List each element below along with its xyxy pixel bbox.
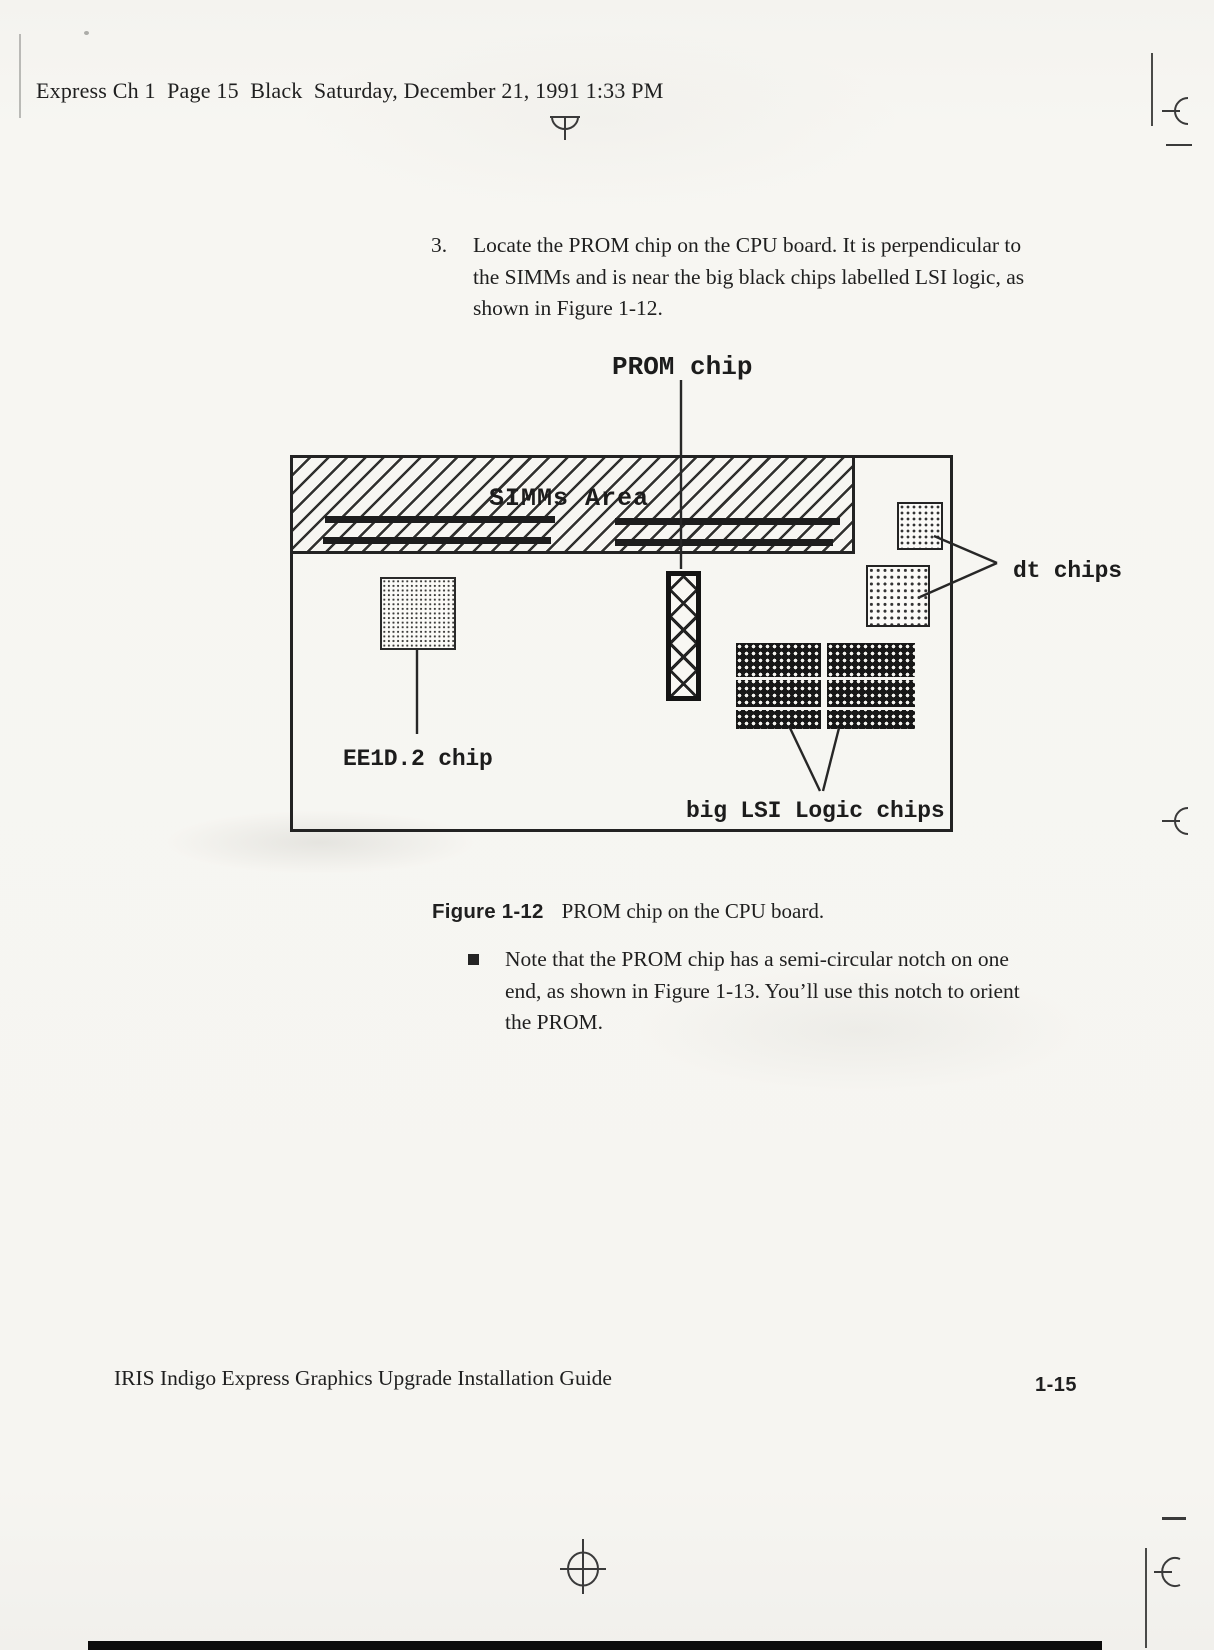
simm-socket-bar xyxy=(325,516,555,523)
registration-mark-mid-right-icon xyxy=(1160,804,1194,843)
crop-rule-top-right xyxy=(1151,53,1153,126)
note-text-line: Note that the PROM chip has a semi-circular notch on one xyxy=(505,947,1009,971)
simm-socket-bar xyxy=(615,539,833,546)
footer-page-number: 1-15 xyxy=(1035,1374,1078,1396)
dt-chip-large-shape xyxy=(866,565,930,627)
step-text-line: Locate the PROM chip on the CPU board. It is perpendicular to xyxy=(473,233,1022,257)
registration-mark-bottom-right-icon xyxy=(1152,1554,1186,1595)
dt-chips-callout-label: dt chips xyxy=(1013,558,1122,584)
dt-chip-small-shape xyxy=(897,502,943,550)
note-text-line: the PROM. xyxy=(505,1010,603,1034)
scan-artifact-bottom-bar xyxy=(88,1641,1102,1650)
note-paragraph xyxy=(468,944,1020,1039)
footer-book-title: IRIS Indigo Express Graphics Upgrade Installation Guide xyxy=(114,1366,612,1390)
scan-artifact-dot xyxy=(84,31,89,35)
lsi-logic-chip-right-shape xyxy=(827,643,915,729)
crop-rule-bottom-right xyxy=(1145,1548,1147,1648)
registration-mark-top-center-icon xyxy=(549,112,583,147)
step-text-line: shown in Figure 1-12. xyxy=(473,296,663,320)
crop-dash-top-right xyxy=(1166,144,1192,146)
prom-chip-callout-label: PROM chip xyxy=(612,352,753,382)
registration-crosshair-bottom-center-icon xyxy=(556,1535,610,1602)
crop-dash-bottom-right xyxy=(1162,1517,1186,1520)
lsi-chips-callout-label: big LSI Logic chips xyxy=(686,798,945,824)
scan-artifact-left-line xyxy=(19,34,21,118)
figure-caption xyxy=(432,899,824,924)
note-text-line: end, as shown in Figure 1-13. You’ll use this notch to orient xyxy=(505,978,1020,1003)
step-text-line: the SIMMs and is near the big black chips labelled LSI logic, as xyxy=(473,264,1025,289)
bullet-square-icon xyxy=(468,954,479,965)
page-header-printline: Express Ch 1 Page 15 Black Saturday, December 21, 1991 1:33 PM xyxy=(36,78,664,103)
prom-chip-shape xyxy=(666,571,701,701)
figure-caption-text: PROM chip on the CPU board. xyxy=(561,899,825,923)
lsi-logic-chip-left-shape xyxy=(736,643,821,729)
figure-caption-number: Figure 1-12 xyxy=(432,900,544,923)
simm-socket-bar xyxy=(323,537,551,544)
step-text xyxy=(473,230,1024,325)
cpu-board-outline xyxy=(290,455,953,832)
note-text xyxy=(505,944,1020,1039)
simms-area-label: SIMMs Area xyxy=(489,484,650,513)
simm-socket-bar xyxy=(615,518,840,525)
step-3-paragraph xyxy=(431,230,1024,325)
registration-mark-top-right-icon xyxy=(1160,94,1194,133)
ee1d2-chip-callout-label: EE1D.2 chip xyxy=(343,746,493,772)
step-number: 3. xyxy=(431,233,448,257)
ee1d2-chip-shape xyxy=(380,577,456,650)
